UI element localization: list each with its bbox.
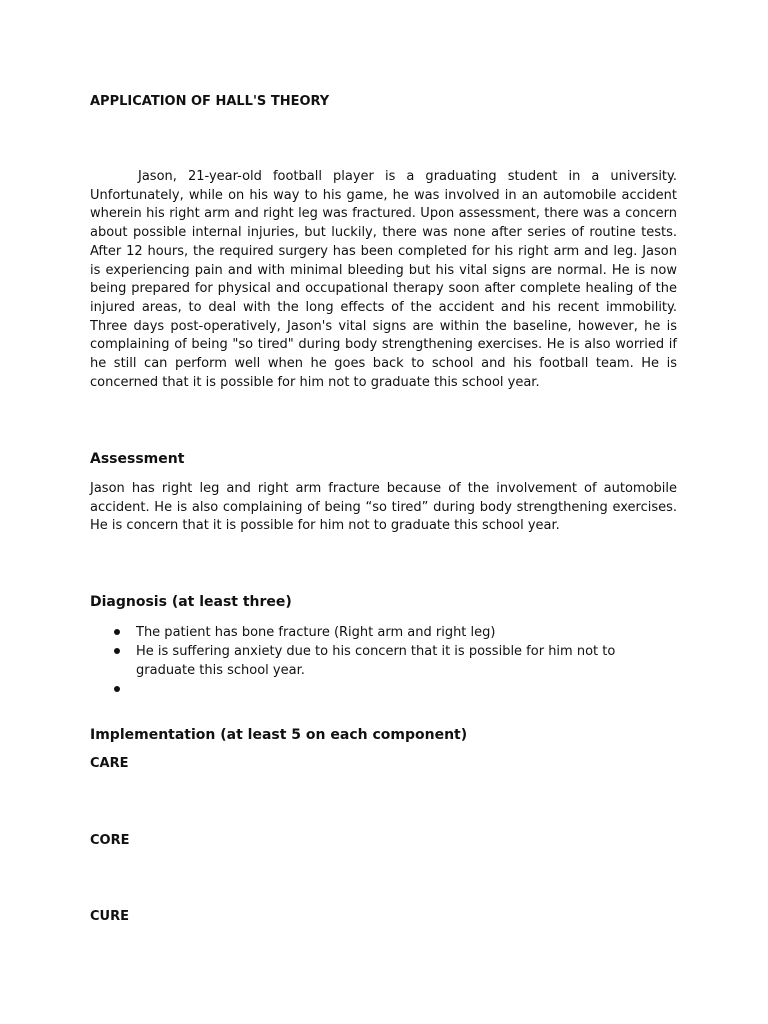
assessment-paragraph: Jason has right leg and right arm fracture because of the involvement of automobile accident. He is also complaining of being “so tired” during body strengthening exercises. He is concern that it is possible for him not to graduate this school year. <box>90 481 677 534</box>
core-heading: CORE <box>90 833 130 848</box>
document-title: APPLICATION OF HALL'S THEORY <box>90 94 330 109</box>
cure-heading: CURE <box>90 909 129 924</box>
diagnosis-list <box>90 623 677 699</box>
bullet-icon <box>114 686 120 692</box>
diagnosis-item <box>90 623 677 642</box>
bullet-icon <box>114 648 120 654</box>
diagnosis-item <box>90 642 677 680</box>
assessment-heading: Assessment <box>90 451 185 467</box>
diagnosis-heading: Diagnosis (at least three) <box>90 594 292 610</box>
diagnosis-item-text: The patient has bone fracture (Right arm and right leg) <box>136 625 496 640</box>
diagnosis-item-text: He is suffering anxiety due to his concern that it is possible for him not to graduate this school year. <box>136 644 616 678</box>
implementation-heading: Implementation (at least 5 on each component) <box>90 727 468 743</box>
bullet-icon <box>114 629 120 635</box>
care-heading: CARE <box>90 756 129 771</box>
diagnosis-item <box>90 680 677 699</box>
case-intro-paragraph: Jason, 21-year-old football player is a graduating student in a university. Unfortunately, while on his way to his game, he was involved in an automobile accident wherein his right arm and right leg was fractured. Upon assessment, there was a concern about possible internal injuries, but luckily, there was none after series of routine tests. After 12 hours, the required surgery has been completed for his right arm and leg. Jason is experiencing pain and with minimal bleeding but his vital signs are normal. He is now being prepared for physical and occupational therapy soon after complete healing of the injured areas, to deal with the long effects of the accident and his recent immobility. Three days post-operatively, Jason's vital signs are within the baseline, however, he is complaining of being "so tired" during body strengthening exercises. He is also worried if he still can perform well when he goes back to school and his football team. He is concerned that it is possible for him not to graduate this school year. <box>90 169 677 390</box>
